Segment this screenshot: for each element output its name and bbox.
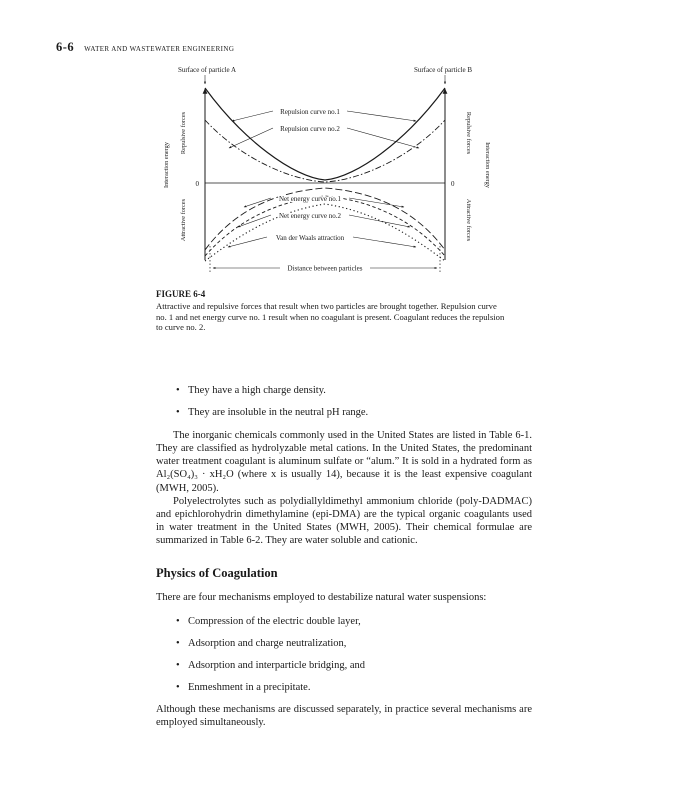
van-der-waals-label: Van der Waals attraction: [275, 234, 345, 242]
page-header: [56, 38, 234, 56]
section-heading: Physics of Coagulation: [156, 565, 278, 580]
figure-6-4: [158, 60, 492, 286]
net-energy-curve-1-label: Net energy curve no.1: [278, 195, 342, 203]
distance-axis-label: Distance between particles: [287, 264, 363, 273]
repulsion-curve-1-label: Repulsion curve no.1: [280, 108, 340, 116]
attractive-forces-left-label: Attractive forces: [180, 198, 187, 242]
zero-label-right: 0: [451, 180, 455, 188]
list-item: • Adsorption and charge neutralization,: [176, 637, 532, 650]
mechanism-list: [156, 615, 532, 694]
interaction-energy-left-label: Interaction energy: [163, 142, 170, 188]
repulsion-curve-1: [205, 88, 445, 180]
content-column: [156, 289, 532, 729]
list-item: • They have a high charge density.: [176, 384, 532, 397]
surface-a-label: Surface of particle A: [177, 66, 237, 74]
net-energy-curve-2-label: Net energy curve no.2: [278, 212, 342, 220]
dlvo-diagram: [158, 60, 492, 284]
attractive-forces-right-label: Attractive forces: [465, 198, 472, 242]
coagulant-property-list: [156, 384, 532, 419]
figure-caption-label: FIGURE 6-4: [156, 289, 206, 299]
repulsive-forces-right-label: Repulsive forces: [465, 111, 472, 155]
repulsive-forces-left-label: Repulsive forces: [180, 111, 187, 155]
surface-b-label: Surface of particle B: [413, 66, 473, 74]
figure-caption-text: Attractive and repulsive forces that result when two particles are brought together. Repulsion curve no. 1 and net energy curve no. 1 result when no coagulant is present. Coagulant reduces the repulsion to curve no. 2.: [156, 301, 505, 333]
list-item: • Adsorption and interparticle bridging, and: [176, 659, 532, 672]
list-item: • They are insoluble in the neutral pH range.: [176, 406, 532, 419]
paragraph-inorganic-coagulants: The inorganic chemicals commonly used in the United States are listed in Table 6-1. They are classified as hydrolyzable metal cations. In the United States, the predominant water treatment coagulant is aluminum sulfate or “alum.” It is sold in a hydrated form as Al₂(SO₄)₃ · xH₂O (where x is usually 14), because it is the least expensive coagulant (MWH, 2005).: [156, 429, 532, 494]
list-item: • Compression of the electric double layer,: [176, 615, 532, 628]
zero-label-left: 0: [195, 180, 199, 188]
figure-caption: [156, 289, 506, 333]
repulsion-curve-2-label: Repulsion curve no.2: [280, 125, 340, 133]
mechanisms-intro: There are four mechanisms employed to destabilize natural water suspensions:: [156, 591, 487, 603]
closing-paragraph: Although these mechanisms are discussed separately, in practice several mechanisms are employed simultaneously.: [156, 703, 532, 729]
running-title: WATER AND WASTEWATER ENGINEERING: [84, 45, 235, 53]
page-number: 6-6: [56, 40, 75, 54]
interaction-energy-right-label: Interaction energy: [484, 142, 491, 188]
list-item: • Enmeshment in a precipitate.: [176, 681, 532, 694]
paragraph-polyelectrolytes: Polyelectrolytes such as polydiallyldimethyl ammonium chloride (poly-DADMAC) and epichlorohydrin dimethylamine (epi-DMA) are the typical organic coagulants used in water treatment in the United States (MWH, 2005). Their chemical formulae are summarized in Table 6-2. They are water soluble and cationic.: [156, 495, 532, 547]
